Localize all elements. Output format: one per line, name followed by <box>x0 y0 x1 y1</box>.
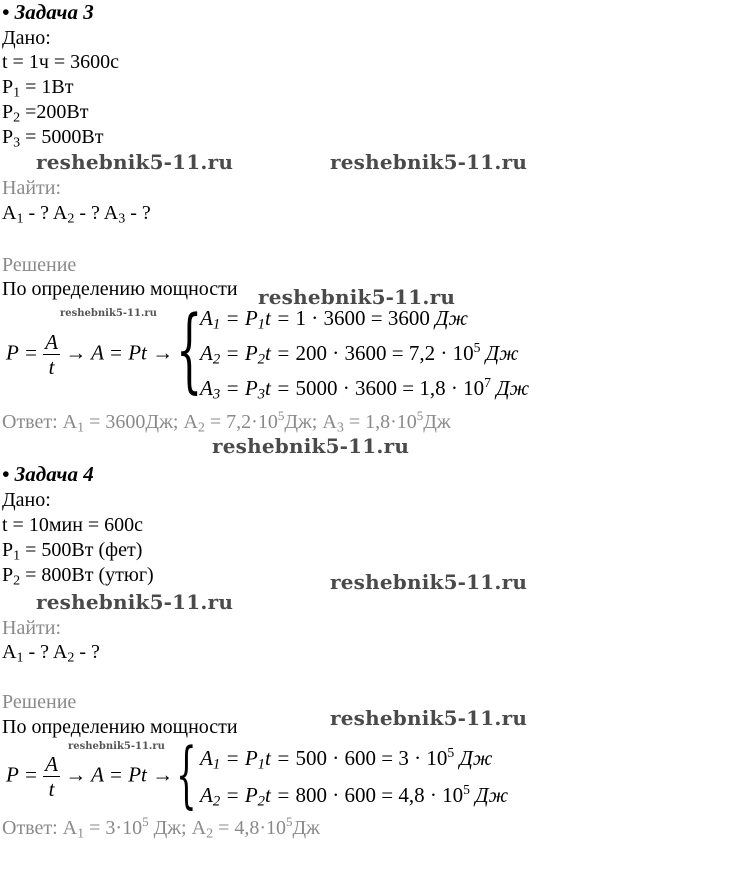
watermark: reshebnik5-11.ru <box>258 285 456 309</box>
task4-given-p1: $P_1 = 500Вт$ (фет) <box>2 539 143 564</box>
task3-given-p2: $P_2 =200Вт$ <box>2 101 89 126</box>
watermark: reshebnik5-11.ru <box>36 150 234 174</box>
task3-eq-a2: $A_2 = P_2t = 200 \cdot 3600 = 7,2 \cdot 10^5$ Дж <box>200 339 519 368</box>
task3-find-label: Найти: <box>2 177 62 199</box>
task4-given-label: Дано: <box>2 489 51 511</box>
task3-given-t: t = 1ч = 3600с <box>2 51 120 73</box>
watermark: reshebnik5-11.ru <box>330 150 528 174</box>
task3-eq-a1: $A_1 = P_1t = 1 \cdot 3600 = 3600$ Дж <box>200 306 469 333</box>
task3-given-p1: $P_1 = 1Вт$ <box>2 76 74 101</box>
task4-solution-text: По определению мощности <box>2 716 238 738</box>
watermark: reshebnik5-11.ru <box>330 706 528 730</box>
task3-title: • Задача 3 <box>2 0 94 24</box>
task4-brace: { <box>176 732 197 816</box>
task4-eq-a2: $A_2 = P_2t = 800 \cdot 600 = 4,8 \cdot 10^5$ Дж <box>200 781 509 810</box>
task3-brace: { <box>176 296 203 403</box>
task4-find-text: $A_1$ - ? $A_2$ - ? <box>2 641 100 666</box>
watermark-small: reshebnik5-11.ru <box>60 308 157 319</box>
task4-eq-main: P = $\frac{A}{t}$ → A = Pt → <box>6 752 174 801</box>
task3-given-p3: $P_3 = 5000Вт$ <box>2 126 104 151</box>
task3-find-text: $A_1$ - ? $A_2$ - ? $A_3$ - ? <box>2 202 151 227</box>
watermark: reshebnik5-11.ru <box>36 590 234 614</box>
task4-answer: Ответ: $A_1 = 3\cdot 10^5$ Дж; $A_2 = 4,8\cdot 10^5Дж$ <box>2 814 320 842</box>
task3-solution-text: По определению мощности <box>2 278 238 300</box>
task4-given-t: t = 10мин = 600с <box>2 514 144 536</box>
task3-answer: Ответ: $A_1 = 3600Дж$; $A_2 = 7,2\cdot 10^5Дж$; $A_3 = 1,8\cdot 10^5Дж$ <box>2 408 451 436</box>
watermark-small: reshebnik5-11.ru <box>68 741 165 752</box>
task3-eq-a3: $A_3 = P_3t = 5000 \cdot 3600 = 1,8 \cdot 10^7$ Дж <box>200 374 530 403</box>
task4-find-label: Найти: <box>2 617 62 639</box>
task3-eq-main: P = $\frac{A}{t}$ → A = Pt → <box>6 330 174 379</box>
task4-given-p2: $P_2 = 800Вт$ (утюг) <box>2 564 154 589</box>
task3-solution-label: Решение <box>2 254 77 276</box>
task3-given-label: Дано: <box>2 27 51 49</box>
watermark: reshebnik5-11.ru <box>212 434 410 458</box>
task4-eq-a1: $A_1 = P_1t = 500 \cdot 600 = 3 \cdot 10^5$ Дж <box>200 744 493 773</box>
watermark: reshebnik5-11.ru <box>330 570 528 594</box>
task4-solution-label: Решение <box>2 691 77 713</box>
task4-title: • Задача 4 <box>2 462 94 486</box>
